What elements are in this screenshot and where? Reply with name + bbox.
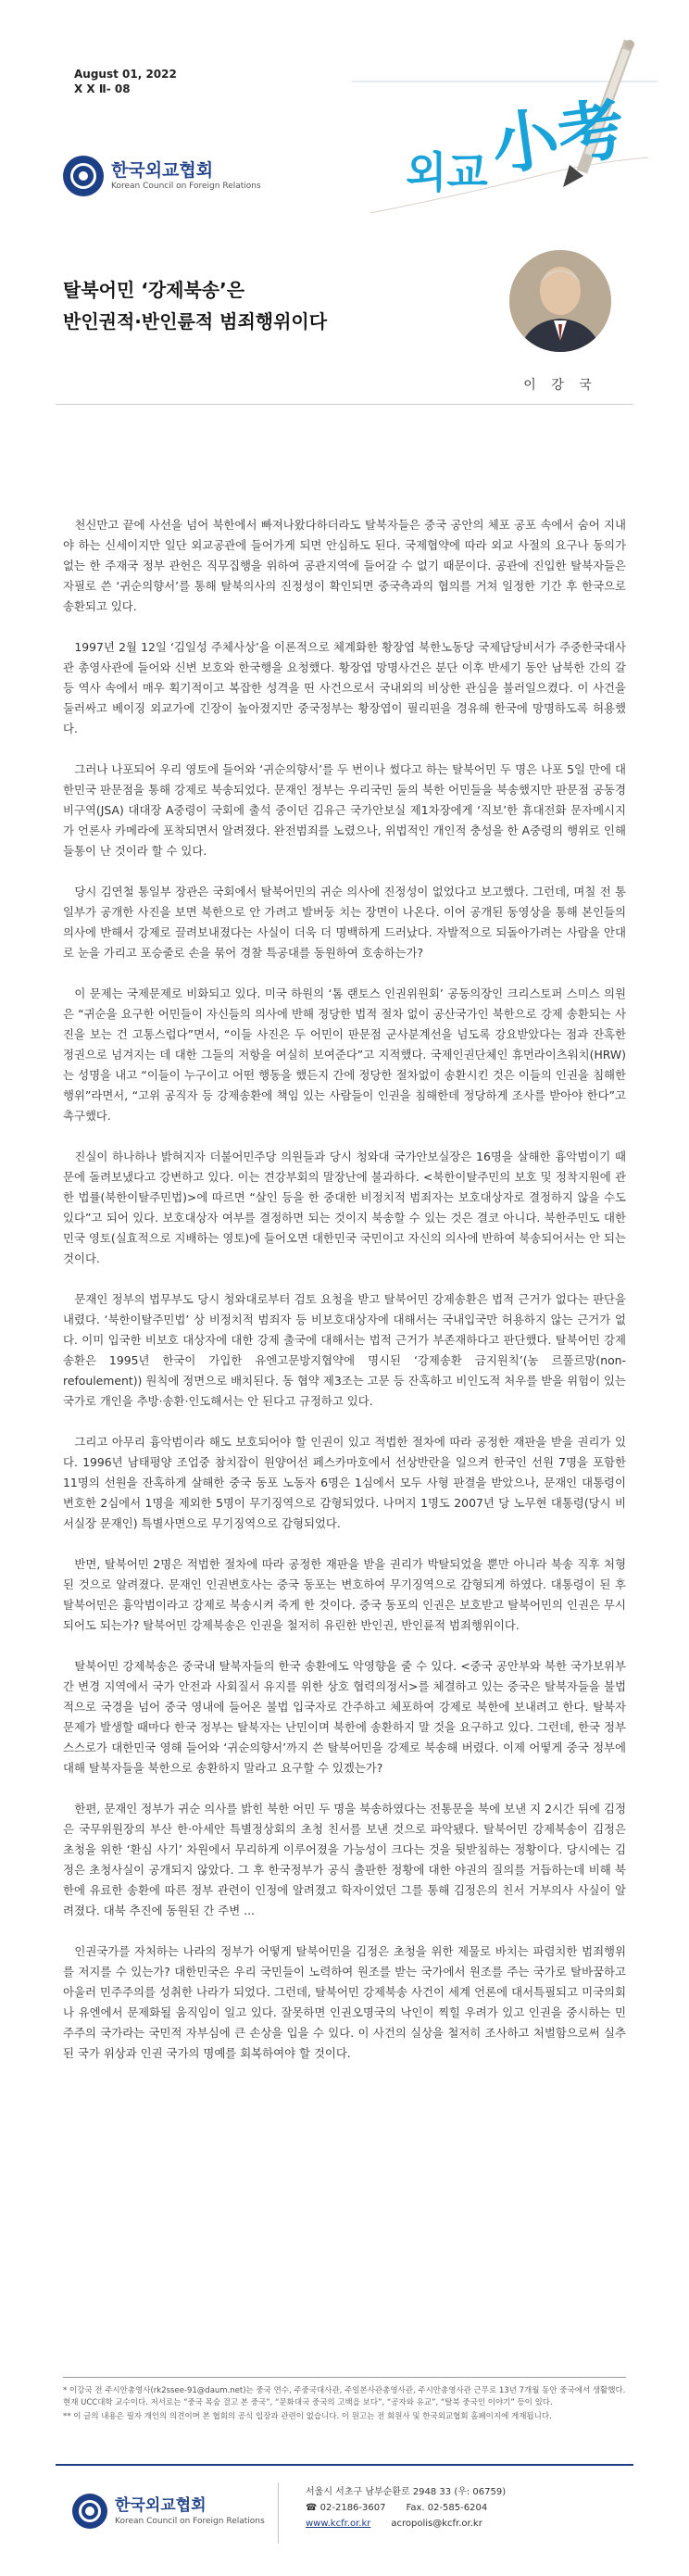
title-divider <box>56 404 633 405</box>
footer-contact <box>306 2484 506 2532</box>
footer-org <box>72 2494 265 2529</box>
paragraph: 문재인 정부의 법무부도 당시 청와대로부터 검토 요청을 받고 탈북어민 강제송환은 법적 근거가 없다는 판단을 내렸다. ‘북한이탈주민법’ 상 비정치적 범죄자 등 비보호대상자에 대해서는 국내입국만 허용하지 않는 근거가 없다. 이미 입국한 비보호 대상자에 대한 강제 출국에 대해서는 법적 근거가 부존재하다고 판단했다. 탈북어민 강제송환은 1995년 한국이 가입한 유엔고문방지협약에 명시된 ‘강제송환 금지원칙’(농 르풀르망(non-refoulement)) 원칙에 정면으로 배치된다. 동 협약 제3조는 고문 등 잔혹하고 비인도적 처우를 받을 위험이 있는 국가로 개인을 추방·송환·인도해서는 안 된다고 규정하고 있다. <box>63 1292 626 1408</box>
org-logo-icon <box>72 2494 107 2529</box>
footer-rule <box>56 2464 633 2466</box>
paragraph: 그리고 아무리 흉악범이라 해도 보호되어야 할 인권이 있고 적법한 절차에 따라 공정한 재판을 받을 권리가 있다. 1996년 남태평양 조업중 참치잡이 원양어선 페스카마호에서 선상반란을 일으켜 한국인 선원 7명을 포함한 11명의 선원을 잔혹하게 살해한 중국 동포 노동자 6명은 1심에서 모두 사형 판결을 받았으나, 문재인 대통령이 변호한 2심에서 1명을 제외한 5명이 무기징역으로 감형되었다. 나머지 1명도 2007년 당 노무현 대통령(당시 비서실장 문재인) 특별사면으로 무기징역으로 감형되었다. <box>63 1435 626 1530</box>
paragraph: 이 문제는 국제문제로 비화되고 있다. 미국 하원의 ‘톰 랜토스 인권위원회’ 공동의장인 크리스토퍼 스미스 의원은 “귀순을 요구한 어민들이 자신들의 의사에 반해 정당한 법적 절차 없이 공산국가인 북한으로 강제 송환되는 사진을 보는 건 고통스럽다”면서, “이들 사진은 두 어민이 판문점 군사분계선을 넘도록 강요받았다는 점과 잔혹한 정권으로 넘겨지는 데 대한 그들의 저항을 여실히 보여준다”고 지적했다. 국제인권단체인 휴먼라이츠워치(HRW)는 성명을 내고 “이들이 누구이고 어떤 행동을 했든지 간에 정당한 절차없이 송환시킨 것은 이들의 인권을 침해한 행위”라면서, “고위 공직자 등 강제송환에 책임 있는 사람들이 인권을 침해한데 정당하게 조사를 받아야 한다”고 촉구했다. <box>63 986 626 1123</box>
footer-fax: Fax. 02-585-6204 <box>406 2503 488 2513</box>
org-header <box>63 156 261 196</box>
author-notes <box>63 2377 626 2425</box>
title-line-2: 반인권적·반인륜적 범죄행위이다 <box>63 310 328 333</box>
brand-title: 외교 <box>406 147 488 197</box>
note: * 이강국 전 주시안총영사(rk2ssee-91@daum.net)는 중국 연수, 주중국대사관, 주일본사관총영사관, 주시안총영사관 근무로 13년 7개월 동안 중국에서 생활했다. 현재 UCC대학 교수이다. 저서로는 “중국 목숨 걸고 본 중국”, “문화대국 중국의 고백을 보다”, “공자와 유교”, “탈북 중국인 이야기” 등이 있다. <box>63 2386 626 2407</box>
author-portrait-icon <box>509 250 611 352</box>
footer-address: 서울시 서초구 남부순환로 2948 33 (우: 06759) <box>306 2487 507 2497</box>
org-name-en: Korean Council on Foreign Relations <box>111 182 261 191</box>
brand-banner <box>352 37 667 232</box>
org-logo-icon <box>63 156 104 196</box>
footer-tel: ☎ 02-2186-3607 <box>306 2503 386 2513</box>
article-body <box>63 515 626 2084</box>
footer-org-name-ko: 한국외교협회 <box>115 2496 207 2515</box>
footer-org-name-en: Korean Council on Foreign Relations <box>115 2517 265 2526</box>
paragraph: 진실이 하나하나 밝혀지자 더불어민주당 의원들과 당시 청와대 국가안보실장은 16명을 살해한 흉악범이기 때문에 돌려보냈다고 강변하고 있다. 이는 견강부회의 말장난에 불과하다. <북한이탈주민의 보호 및 정착지원에 관한 법률(북한이탈주민법)>에 따르면 “살인 등을 한 중대한 비정치적 범죄자는 보호대상자로 결정하지 않을 수도 있다”고 되어 있다. 보호대상자 여부를 결정하면 되는 것이지 북송할 수 있는 것은 결코 아니다. 북한주민도 대한민국 영토(실효적으로 지배하는 영토)에 들어오면 대한민국 국민이고 자신의 의사에 반하여 북송되어서는 안 되는 것이다. <box>63 1150 626 1265</box>
footer-divider <box>278 2482 279 2544</box>
footer-email[interactable]: acropolis@kcfr.or.kr <box>391 2519 482 2529</box>
org-name-ko: 한국외교협회 <box>111 160 214 181</box>
page-footer <box>0 2464 689 2576</box>
paragraph: 반면, 탈북어민 2명은 적법한 절차에 따라 공정한 재판을 받을 권리가 박탈되었을 뿐만 아니라 북송 직후 처형된 것으로 알려졌다. 문재인 인권변호사는 중국 동포는 변호하여 무기징역으로 감형되게 하였다. 대통령이 된 후 탈북어민은 흉악범이라고 강제로 북송시켜 죽게 한 것이다. 중국 동포의 인권은 보호받고 탈북어민의 인권은 무시되어도 되는가? 탈북어민 강제북송은 인권을 철저히 유린한 반인권, 반인륜적 범죄행위이다. <box>63 1557 626 1632</box>
author-name: 이 강 국 <box>523 378 597 393</box>
paragraph: 그러나 나포되어 우리 영토에 들어와 ‘귀순의향서’를 두 번이나 썼다고 하는 탈북어민 두 명은 나포 5일 만에 대한민국 판문점을 통해 강제로 북송되었다. 문재인 정부는 우리국민 둘의 북한 어민들을 북송했지만 판문점 공동경비구역(JSA) 대대장 A중령이 국회에 출석 중이던 김유근 국가안보실 제1차장에게 ‘직보’한 휴대전화 문자메시지가 언론사 카메라에 포착되면서 알려졌다. 완전범죄를 노렸으나, 위법적인 개인적 충성을 한 A중령의 행위로 인해 들통이 난 것이라 할 수 있다. <box>63 762 626 858</box>
title-line-1: 탈북어민 ‘강제북송’은 <box>63 279 245 301</box>
paragraph: 천신만고 끝에 사선을 넘어 북한에서 빠져나왔다하더라도 탈북자들은 중국 공안의 체포 공포 속에서 숨어 지내야 하는 신세이지만 일단 외교공관에 들어가게 되면 안심하도 된다. 국제협약에 따라 외교 사절의 요구나 동의가 없는 한 주재국 정부 관헌은 직무집행을 위하여 공관지역에 들어갈 수 없기 때문이다. 공관에 진입한 탈북자들은 자필로 쓴 ‘귀순의향서’를 통해 탈북의사의 진정성이 확인되면 중국측과의 협의를 거쳐 일정한 기간 후 한국으로 송환되고 있다. <box>63 518 626 613</box>
article-title <box>63 274 327 337</box>
issue-number: X X Ⅱ- 08 <box>74 82 131 95</box>
date-text: August 01, 2022 <box>74 68 177 81</box>
paragraph: 당시 김연철 통일부 장관은 국회에서 탈북어민의 귀순 의사에 진정성이 없었다고 보고했다. 그런데, 며칠 전 통일부가 공개한 사진을 보면 북한으로 안 가려고 발버둥 치는 장면이 나온다. 이어 공개된 동영상을 통해 본인들의 의사에 반해서 강제로 끌려보내졌다는 사실이 더욱 더 명백하게 드러났다. 자발적으로 되돌아가려는 사람을 안대로 눈을 가리고 포승줄로 손을 묶어 경찰 특공대를 동원하여 호송하는가? <box>63 885 626 960</box>
paragraph: 인권국가를 자처하는 나라의 정부가 어떻게 탈북어민을 김정은 초청을 위한 제물로 바치는 파렴치한 범죄행위를 저지를 수 있는가? 대한민국은 우리 국민들이 노력하여 원조를 받는 국가에서 원조를 주는 국가로 탈바꿈하고 아울러 민주주의를 성취한 나라가 되었다. 그런데, 탈북어민 강제북송 사건이 세계 언론에 대서특필되고 미국의회나 유엔에서 문제화될 움직임이 일고 있다. 잘못하면 인권오명국의 낙인이 찍힐 우려가 있고 인권을 중시하는 민주주의 국가라는 국민적 자부심에 큰 손상을 입을 수 있다. 이 사건의 실상을 철저히 조사하고 처벌함으로써 실추된 국가 위상과 인권 국가의 명예를 회복하여야 할 것이다. <box>63 1944 626 2060</box>
issue-date <box>74 67 177 96</box>
brand-calligraphy: 小考 <box>486 88 630 185</box>
note: ** 이 글의 내용은 필자 개인의 의견이며 본 협회의 공식 입장과 관련이 없습니다. 이 원고는 전 회원사 및 한국외교협회 홈페이지에 게재됩니다. <box>63 2412 552 2421</box>
paragraph: 1997년 2월 12일 ‘김일성 주체사상’을 이론적으로 체계화한 황장엽 북한노동당 국제담당비서가 주중한국대사관 총영사관에 들어와 신변 보호와 한국행을 요청했다. 황장엽 망명사건은 분단 이후 반세기 동안 남북한 간의 갈등 역사 속에서 매우 획기적이고 복잡한 성격을 띤 사건으로서 국내외의 비상한 관심을 불러일으켰다. 이 사건을 둘러싸고 베이징 외교가에 긴장이 높아졌지만 중국정부는 황장엽이 필리핀을 경유해 한국에 망명하도록 허용했다. <box>63 640 626 735</box>
paragraph: 탈북어민 강제북송은 중국내 탈북자들의 한국 송환에도 악영향을 줄 수 있다. <중국 공안부와 북한 국가보위부 간 변경 지역에서 국가 안전과 사회질서 유지를 위한 상호 협력의정서>를 체결하고 있는 중국은 탈북자들을 불법적으로 국경을 넘어 중국 영내에 들어온 불법 입국자로 간주하고 체포하여 강제로 북한에 보내려고 한다. 탈북자 문제가 발생할 때마다 한국 정부는 탈북자는 난민이며 북한에 송환하지 말 것을 요구하고 있다. 그런데, 한국 정부 스스로가 대한민국 영해 들어와 ‘귀순의향서’까지 쓴 탈북어민을 강제로 북송해 버렸다. 이제 어떻게 중국 정부에 대해 탈북자들을 북한으로 송환하지 말라고 요구할 수 있겠는가? <box>63 1659 626 1775</box>
author-photo <box>509 250 611 352</box>
paragraph: 한편, 문재인 정부가 귀순 의사를 밝힌 북한 어민 두 명을 북송하였다는 전통문을 북에 보낸 지 2시간 뒤에 김정은 국무위원장의 부산 한·아세안 특별정상회의 초청 친서를 보낸 것으로 파악됐다. 탈북어민 강제북송이 김정은 초청을 위한 ‘환심 사기’ 차원에서 무리하게 이루어졌을 가능성이 크다는 것을 뒷받침하는 정황이다. 당시에는 김정은 초청사실이 공개되지 않았다. 그 후 한국정부가 공식 출판한 정황에 대한 야권의 질의를 거듭하는데 비해 북한에 유료한 송환에 따른 정부 관련이 인정에 알려졌고 학자이었던 그를 통해 김정은의 친서 거부의사 사실이 알려졌다. 대북 추진에 동원된 간 주변 ... <box>63 1802 626 1917</box>
footer-website-link[interactable]: www.kcfr.or.kr <box>306 2519 371 2529</box>
